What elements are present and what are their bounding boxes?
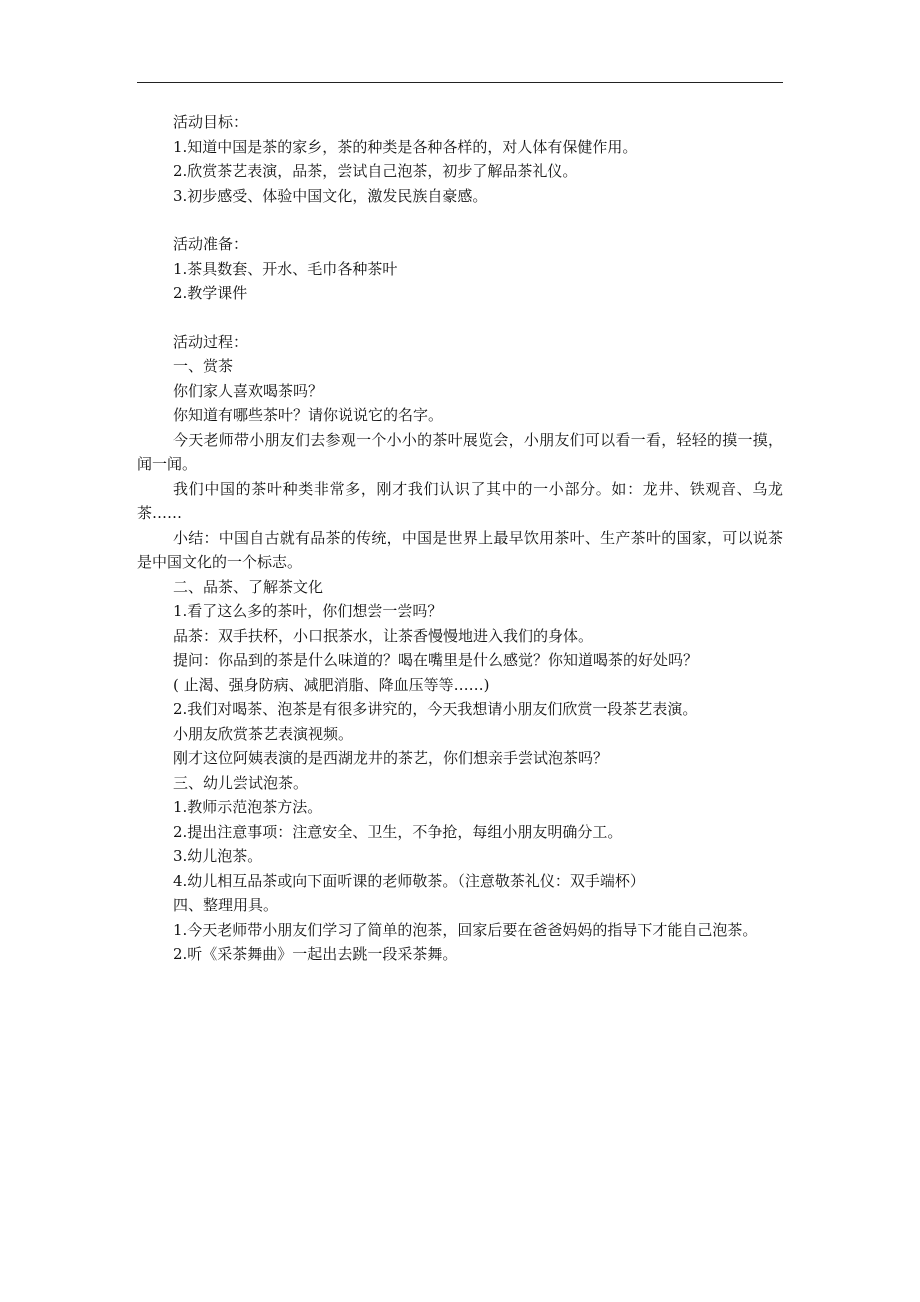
prep-item: 2.教学课件 (173, 284, 248, 302)
step-line: 3.幼儿泡茶。 (173, 847, 263, 865)
step-line: 4.幼儿相互品茶或向下面听课的老师敬茶。（注意敬茶礼仪：双手端杯） (173, 871, 645, 890)
goals-heading: 活动目标： (173, 113, 249, 131)
goal-item: 1.知道中国是茶的家乡，茶的种类是各种各样的，对人体有保健作用。 (173, 137, 638, 156)
step-line: 品茶：双手扶杯，小口抿茶水，让茶香慢慢地进入我们的身体。 (173, 626, 594, 645)
step-line: 2.听《采茶舞曲》一起出去跳一段采茶舞。 (173, 945, 458, 963)
step-line: 你知道有哪些茶叶？请你说说它的名字。 (173, 406, 444, 424)
step-line: 2.提出注意事项：注意安全、卫生，不争抢，每组小朋友明确分工。 (173, 822, 623, 841)
step-paragraph: 我们中国的茶叶种类非常多，刚才我们认识了其中的一小部分。如：龙井、铁观音、乌龙茶…… (137, 479, 783, 522)
header-rule (137, 82, 783, 83)
section-gap (137, 208, 783, 232)
prep-item: 1.茶具数套、开水、毛巾各种茶叶 (173, 259, 398, 278)
step-line: 1.看了这么多的茶叶，你们想尝一尝吗？ (173, 602, 443, 620)
goal-item: 3.初步感受、体验中国文化，激发民族自豪感。 (173, 186, 488, 205)
document-body (137, 110, 783, 967)
section-gap (137, 306, 783, 330)
step-summary: 小结：中国自古就有品茶的传统，中国是世界上最早饮用茶叶、生产茶叶的国家，可以说茶是中国文化的一个标志。 (137, 528, 783, 571)
step-line: ( 止渴、强身防病、减肥消脂、降血压等等……) (173, 675, 490, 694)
process-heading: 活动过程： (173, 332, 249, 351)
step-title: 四、整理用具。 (173, 896, 279, 914)
step-line: 你们家人喜欢喝茶吗？ (173, 381, 324, 400)
step-title: 三、幼儿尝试泡茶。 (173, 773, 309, 792)
step-line: 小朋友欣赏茶艺表演视频。 (173, 724, 354, 743)
prep-section (137, 232, 783, 306)
prep-heading: 活动准备： (173, 235, 249, 253)
step-line: 刚才这位阿姨表演的是西湖龙井的茶艺，你们想亲手尝试泡茶吗？ (173, 749, 609, 767)
step-title: 二、品茶、了解茶文化 (173, 577, 324, 596)
goals-section (137, 110, 783, 208)
step-paragraph: 今天老师带小朋友们去参观一个小小的茶叶展览会，小朋友们可以看一看，轻轻的摸一摸，闻一闻。 (137, 430, 783, 473)
step-title: 一、赏茶 (173, 357, 234, 375)
step-line: 2.我们对喝茶、泡茶是有很多讲究的，今天我想请小朋友们欣赏一段茶艺表演。 (173, 700, 698, 718)
step-line: 1.教师示范泡茶方法。 (173, 798, 323, 816)
step-line: 提问：你品到的茶是什么味道的？喝在嘴里是什么感觉？你知道喝茶的好处吗？ (173, 651, 699, 669)
step-line: 1.今天老师带小朋友们学习了简单的泡茶，回家后要在爸爸妈妈的指导下才能自己泡茶。 (173, 920, 758, 939)
process-section (137, 330, 783, 967)
goal-item: 2.欣赏茶艺表演，品茶，尝试自己泡茶，初步了解品茶礼仪。 (173, 162, 578, 180)
